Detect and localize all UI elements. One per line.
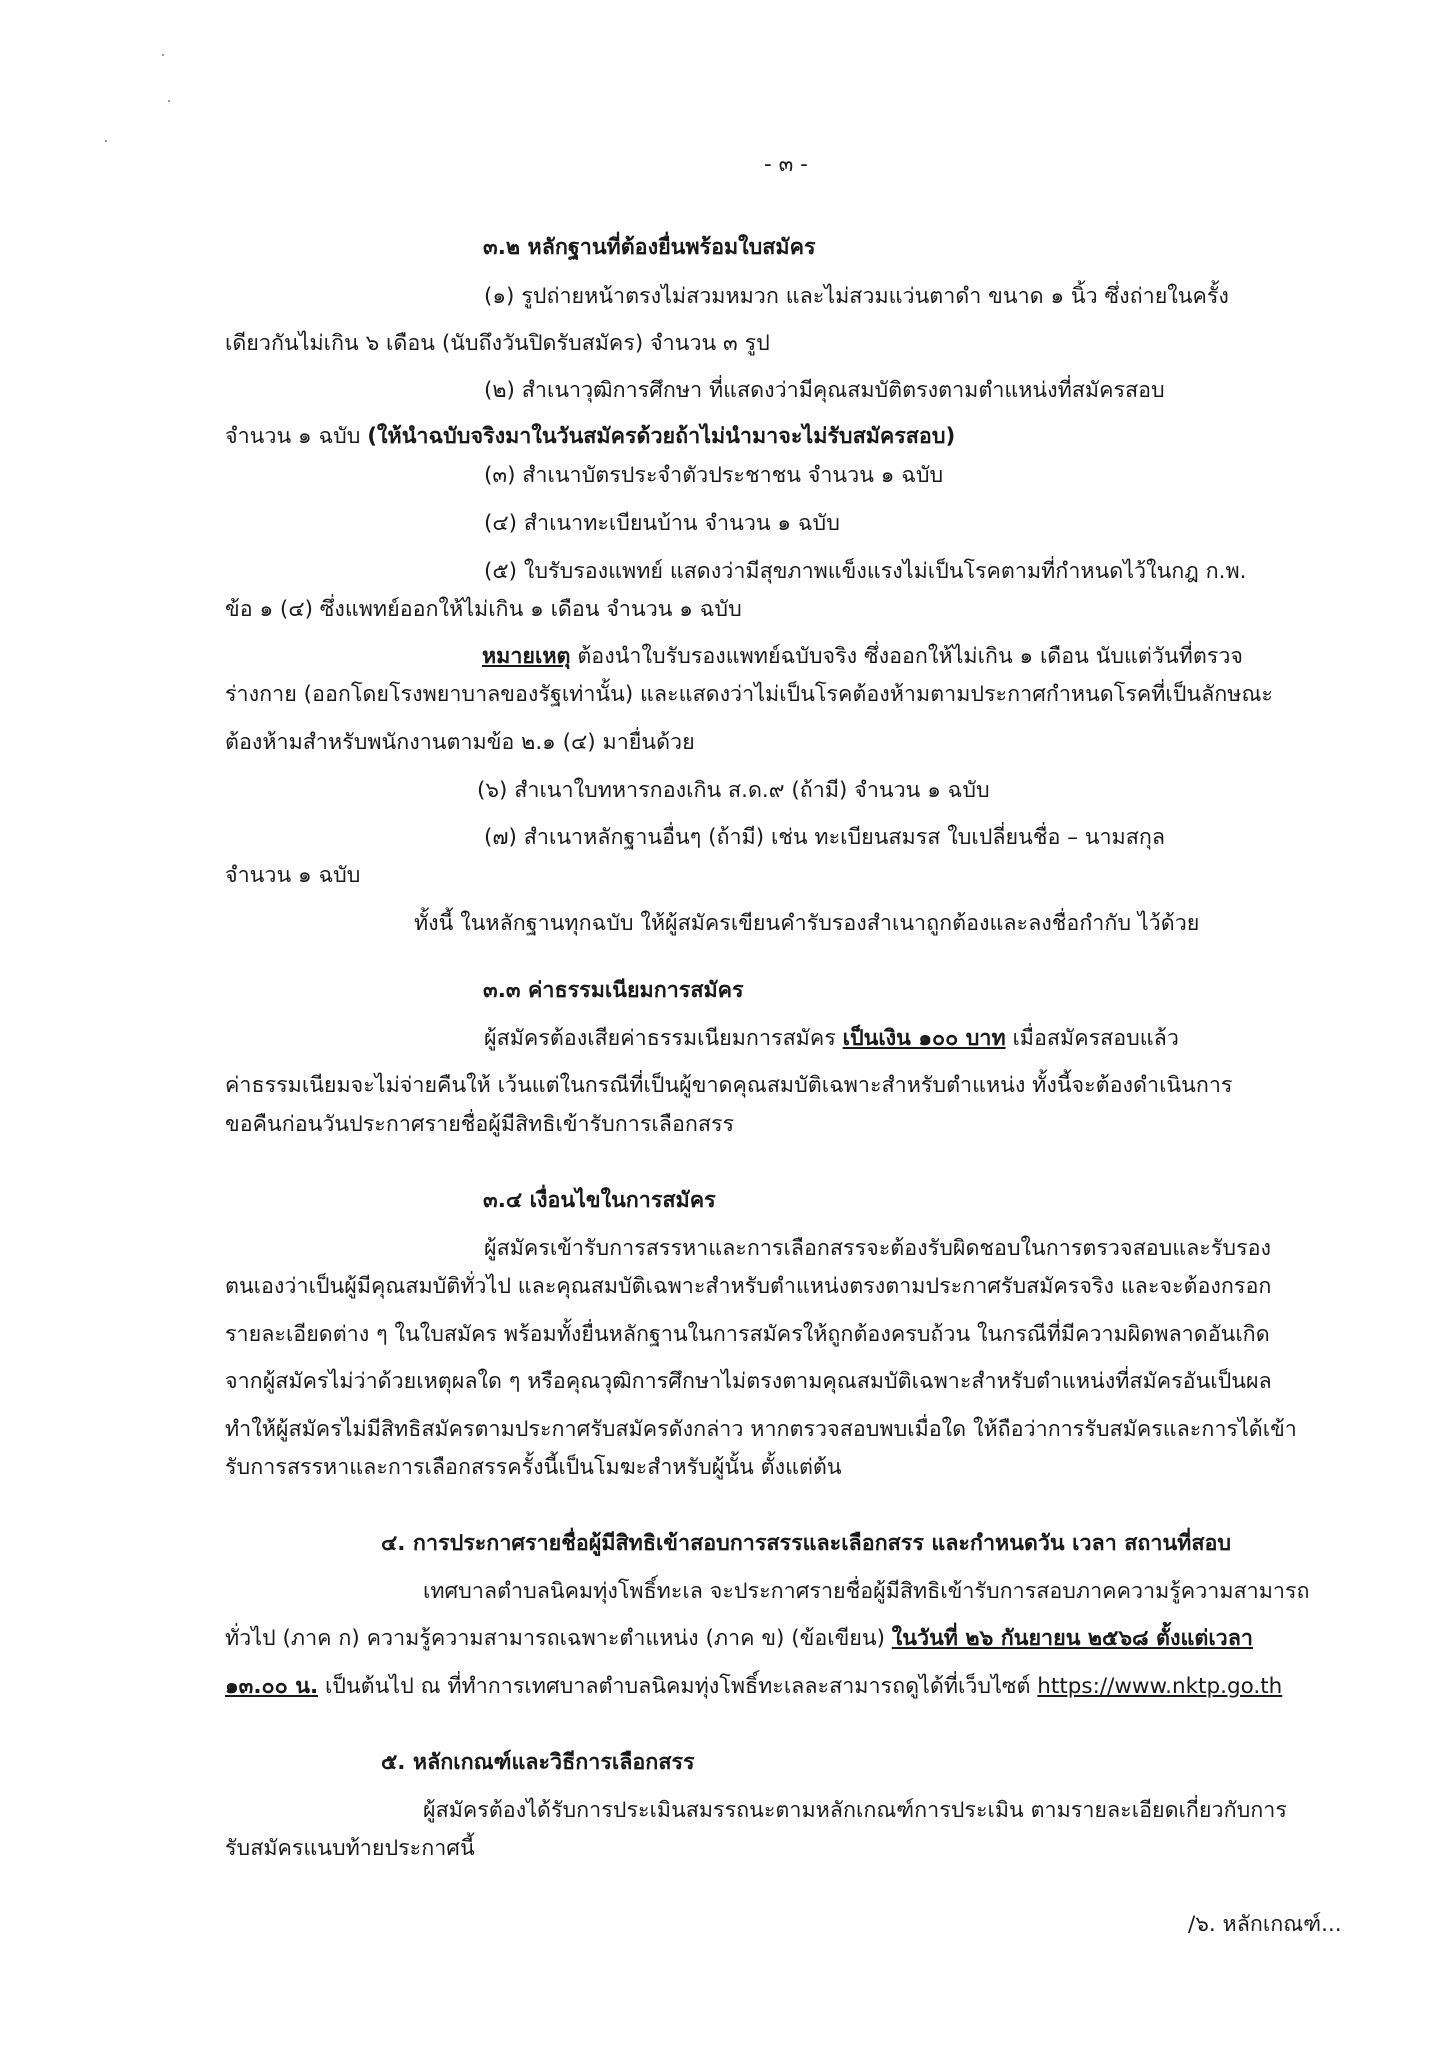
item-7-line-1: (๗) สำเนาหลักฐานอื่นๆ (ถ้ามี) เช่น ทะเบียนสมรส ใบเปลี่ยนชื่อ – นามสกุล <box>484 825 1166 850</box>
conditions-line-3: รายละเอียดต่าง ๆ ในใบสมัคร พร้อมทั้งยื่นหลักฐานในการสมัครให้ถูกต้องครบถ้วน ในกรณีที่มีความผิดพลาดอันเกิด <box>225 1322 1270 1347</box>
fee-amount: เป็นเงิน ๑๐๐ บาท <box>842 1026 1006 1051</box>
conditions-line-2: ตนเองว่าเป็นผู้มีคุณสมบัติทั่วไป และคุณสมบัติเฉพาะสำหรับตำแหน่งตรงตามประกาศรับสมัครจริง และจะต้องกรอก <box>225 1274 1272 1299</box>
item-4: (๔) สำเนาทะเบียนบ้าน จำนวน ๑ ฉบับ <box>484 511 840 536</box>
website-link[interactable]: https://www.nktp.go.th <box>1037 1674 1283 1699</box>
note-label: หมายเหตุ <box>482 644 571 669</box>
item-5-line-1: (๕) ใบรับรองแพทย์ แสดงว่ามีสุขภาพแข็งแรงไม่เป็นโรคตามที่กำหนดไว้ในกฎ ก.พ. <box>484 559 1247 584</box>
fee-line-3: ขอคืนก่อนวันประกาศรายชื่อผู้มีสิทธิเข้ารับการเลือกสรร <box>225 1112 735 1137</box>
conditions-line-5: ทำให้ผู้สมัครไม่มีสิทธิสมัครตามประกาศรับสมัครดังกล่าว หากตรวจสอบพบเมื่อใด ให้ถือว่าการรับสมัครและการได้เข้า <box>225 1417 1297 1442</box>
conditions-line-1: ผู้สมัครเข้ารับการสรรหาและการเลือกสรรจะต้องรับผิดชอบในการตรวจสอบและรับรอง <box>484 1236 1271 1261</box>
continuation-marker: /๖. หลักเกณฑ์... <box>1188 1912 1342 1937</box>
criteria-line-2: รับสมัครแนบท้ายประกาศนี้ <box>225 1836 475 1861</box>
item-6: (๖) สำเนาใบทหารกองเกิน ส.ด.๙ (ถ้ามี) จำนวน ๑ ฉบับ <box>477 778 990 803</box>
conditions-line-6: รับการสรรหาและการเลือกสรรครั้งนี้เป็นโมฆะสำหรับผู้นั้น ตั้งแต่ต้น <box>225 1455 842 1480</box>
announcement-date: ในวันที่ ๒๖ กันยายน ๒๕๖๘ ตั้งแต่เวลา <box>891 1626 1254 1651</box>
section-3-3-heading: ๓.๓ ค่าธรรมเนียมการสมัคร <box>483 978 744 1003</box>
scan-speck <box>105 140 107 142</box>
note-line-2: ร่างกาย (ออกโดยโรงพยาบาลของรัฐเท่านั้น) และแสดงว่าไม่เป็นโรคต้องห้ามตามประกาศกำหนดโรคที่เป็นลักษณะ <box>225 682 1273 707</box>
fee-line-2: ค่าธรรมเนียมจะไม่จ่ายคืนให้ เว้นแต่ในกรณีที่เป็นผู้ขาดคุณสมบัติเฉพาะสำหรับตำแหน่ง ทั้งนี้จะต้องดำเนินการ <box>225 1073 1233 1098</box>
announcement-line-2: ทั่วไป (ภาค ก) ความรู้ความสามารถเฉพาะตำแหน่ง (ภาค ข) (ข้อเขียน) ในวันที่ ๒๖ กันยายน ๒๕๖๘ ตั้งแต่เวลา <box>225 1626 1254 1651</box>
fee-line-1: ผู้สมัครต้องเสียค่าธรรมเนียมการสมัคร เป็นเงิน ๑๐๐ บาท เมื่อสมัครสอบแล้ว <box>484 1026 1179 1051</box>
announcement-line-3: ๑๓.๐๐ น. เป็นต้นไป ณ ที่ทำการเทศบาลตำบลนิคมทุ่งโพธิ์ทะเลละสามารถดูได้ที่เว็บไซต์ https://www.nktp.go.th <box>225 1674 1283 1699</box>
section-5-heading: ๕. หลักเกณฑ์และวิธีการเลือกสรร <box>381 1750 695 1775</box>
announcement-line-1: เทศบาลตำบลนิคมทุ่งโพธิ์ทะเล จะประกาศรายชื่อผู้มีสิทธิเข้ารับการสอบภาคความรู้ความสามารถ <box>423 1579 1310 1604</box>
section-3-4-heading: ๓.๔ เงื่อนไขในการสมัคร <box>483 1188 716 1213</box>
note-line-1: หมายเหตุ ต้องนำใบรับรองแพทย์ฉบับจริง ซึ่งออกให้ไม่เกิน ๑ เดือน นับแต่วันที่ตรวจ <box>482 644 1244 669</box>
section-3-2-heading: ๓.๒ หลักฐานที่ต้องยื่นพร้อมใบสมัคร <box>483 235 816 260</box>
closing-statement: ทั้งนี้ ในหลักฐานทุกฉบับ ให้ผู้สมัครเขียนคำรับรองสำเนาถูกต้องและลงชื่อกำกับ ไว้ด้วย <box>414 911 1200 936</box>
conditions-line-4: จากผู้สมัครไม่ว่าด้วยเหตุผลใด ๆ หรือคุณวุฒิการศึกษาไม่ตรงตามคุณสมบัติเฉพาะสำหรับตำแหน่งที่สมัครอันเป็นผล <box>225 1369 1272 1394</box>
item-1-line-1: (๑) รูปถ่ายหน้าตรงไม่สวมหมวก และไม่สวมแว่นตาดำ ขนาด ๑ นิ้ว ซึ่งถ่ายในครั้ง <box>484 284 1229 309</box>
announcement-time: ๑๓.๐๐ น. <box>225 1674 319 1699</box>
item-2-bold-note: (ให้นำฉบับจริงมาในวันสมัครด้วยถ้าไม่นำมาจะไม่รับสมัครสอบ) <box>367 424 956 449</box>
item-7-line-2: จำนวน ๑ ฉบับ <box>225 863 361 888</box>
scan-speck <box>168 100 170 102</box>
page-number: - ๓ - <box>764 152 808 177</box>
item-5-line-2: ข้อ ๑ (๔) ซึ่งแพทย์ออกให้ไม่เกิน ๑ เดือน จำนวน ๑ ฉบับ <box>225 597 742 622</box>
scan-speck <box>162 54 164 56</box>
item-3: (๓) สำเนาบัตรประจำตัวประชาชน จำนวน ๑ ฉบับ <box>484 463 944 488</box>
section-4-heading: ๔. การประกาศรายชื่อผู้มีสิทธิเข้าสอบการสรรและเลือกสรร และกำหนดวัน เวลา สถานที่สอบ <box>381 1531 1232 1556</box>
item-1-line-2: เดียวกันไม่เกิน ๖ เดือน (นับถึงวันปิดรับสมัคร) จำนวน ๓ รูป <box>225 331 770 356</box>
item-2-line-1: (๒) สำเนาวุฒิการศึกษา ที่แสดงว่ามีคุณสมบัติตรงตามตำแหน่งที่สมัครสอบ <box>484 378 1165 403</box>
criteria-line-1: ผู้สมัครต้องได้รับการประเมินสมรรถนะตามหลักเกณฑ์การประเมิน ตามรายละเอียดเกี่ยวกับการ <box>423 1798 1287 1823</box>
note-line-3: ต้องห้ามสำหรับพนักงานตามข้อ ๒.๑ (๔) มายื่นด้วย <box>225 730 695 755</box>
item-2-line-2: จำนวน ๑ ฉบับ (ให้นำฉบับจริงมาในวันสมัครด้วยถ้าไม่นำมาจะไม่รับสมัครสอบ) <box>225 424 956 449</box>
